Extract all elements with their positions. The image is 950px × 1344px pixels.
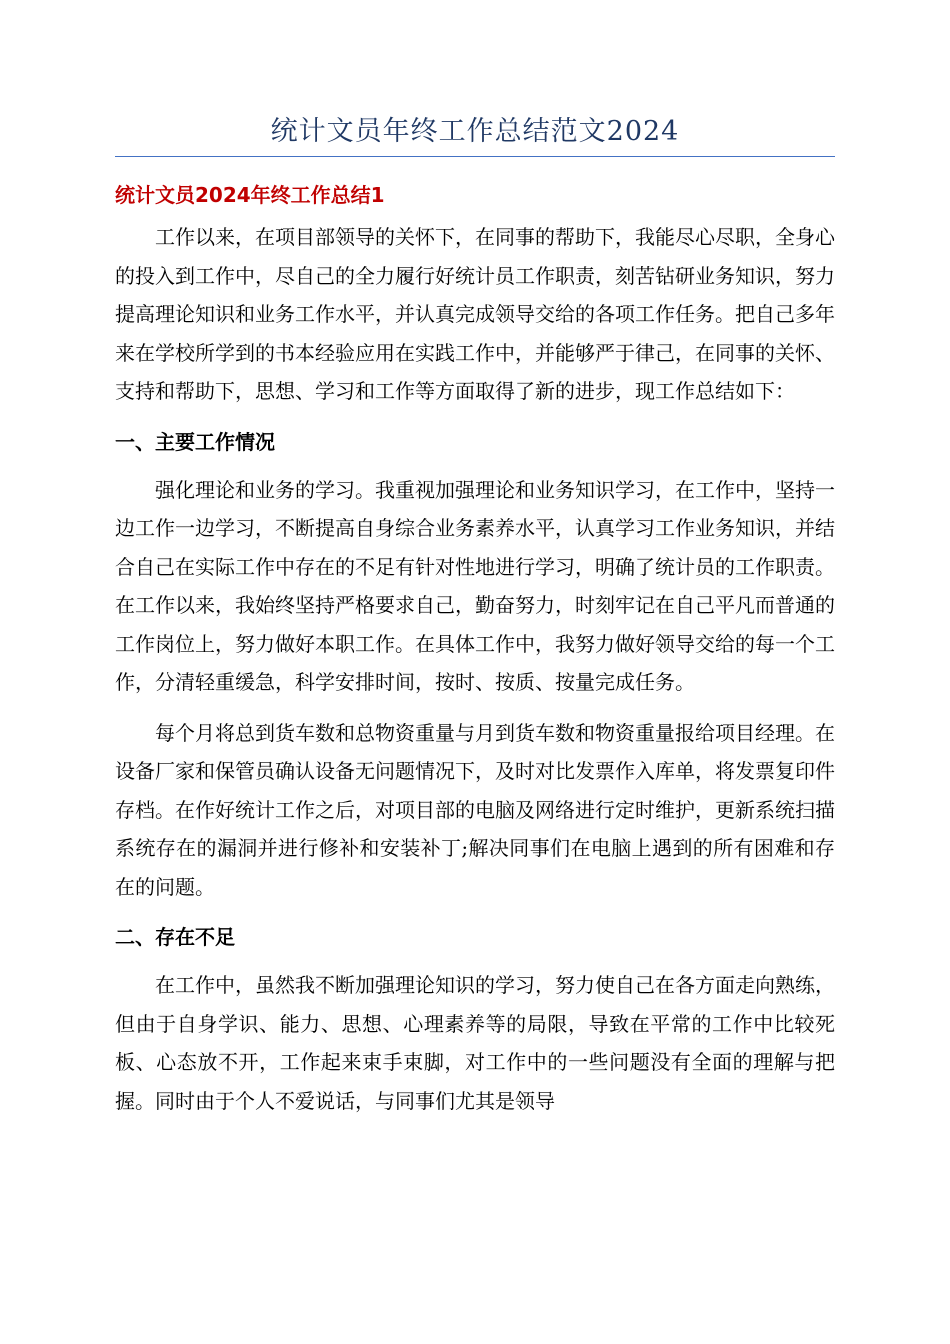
part2-paragraph-1: 在工作中，虽然我不断加强理论知识的学习，努力使自己在各方面走向熟练，但由于自身学识、能力、思想、心理素养等的局限，导致在平常的工作中比较死板、心态放不开，工作起来束手束脚，对工作中的一些问题没有全面的理解与把握。同时由于个人不爱说话，与同事们尤其是领导 <box>115 973 835 1113</box>
part1-paragraph-1: 强化理论和业务的学习。我重视加强理论和业务知识学习，在工作中，坚持一边工作一边学习，不断提高自身综合业务素养水平，认真学习工作业务知识，并结合自己在实际工作中存在的不足有针对性地进行学习，明确了统计员的工作职责。在工作以来，我始终坚持严格要求自己，勤奋努力，时刻牢记在自己平凡而普通的工作岗位上，努力做好本职工作。在具体工作中，我努力做好领导交给的每一个工作，分清轻重缓急，科学安排时间，按时、按质、按量完成任务。 <box>115 477 835 694</box>
section-heading: 统计文员2024年终工作总结1 <box>115 183 385 207</box>
document-title: 统计文员年终工作总结范文2024 <box>270 116 680 147</box>
part2-heading: 二、存在不足 <box>115 925 235 949</box>
document-page <box>115 108 835 1132</box>
part1-heading: 一、主要工作情况 <box>115 429 275 454</box>
intro-paragraph: 工作以来，在项目部领导的关怀下，在同事的帮助下，我能尽心尽职，全身心的投入到工作中，尽自己的全力履行好统计员工作职责，刻苦钻研业务知识，努力提高理论知识和业务工作水平，并认真完成领导交给的各项工作任务。把自己多年来在学校所学到的书本经验应用在实践工作中，并能够严于律己，在同事的关怀、支持和帮助下，思想、学习和工作等方面取得了新的进步，现工作总结如下： <box>115 225 835 403</box>
title-divider <box>115 156 835 157</box>
part1-paragraph-2: 每个月将总到货车数和总物资重量与月到货车数和物资重量报给项目经理。在设备厂家和保管员确认设备无问题情况下，及时对比发票作入库单，将发票复印件存档。在作好统计工作之后，对项目部的电脑及网络进行定时维护，更新系统扫描系统存在的漏洞并进行修补和安装补丁;解决同事们在电脑上遇到的所有困难和存在的问题。 <box>115 720 835 899</box>
